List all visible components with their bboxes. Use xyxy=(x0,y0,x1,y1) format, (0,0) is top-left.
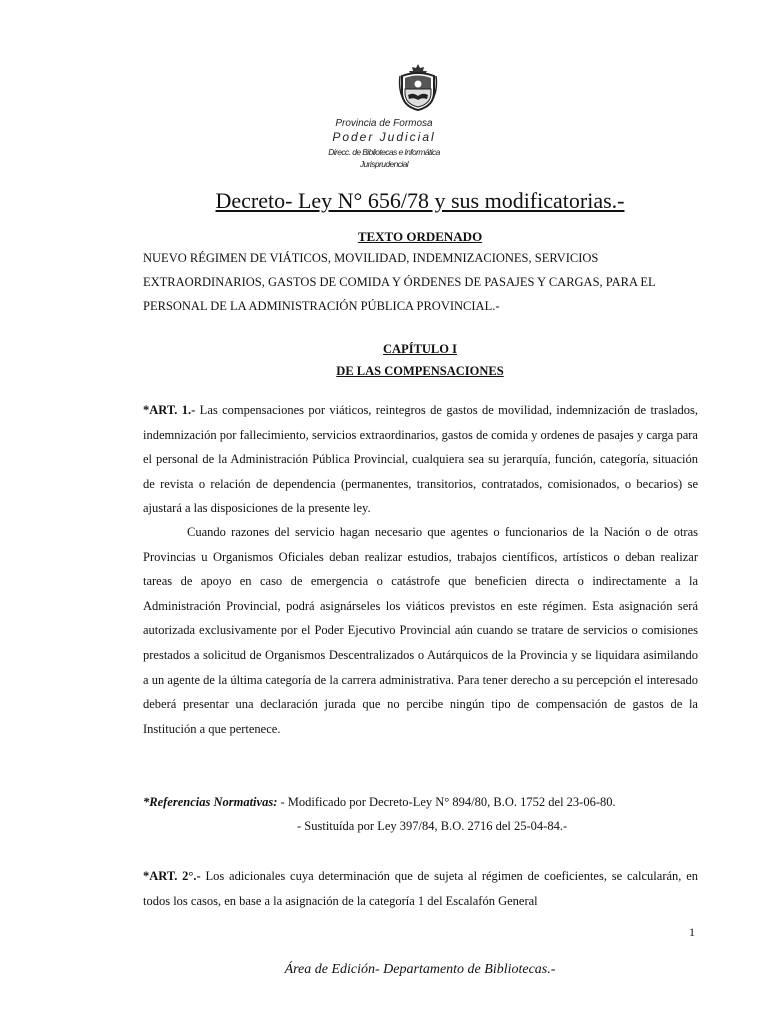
header-direction: Direcc. de Bibliotecas e Informática xyxy=(328,147,440,157)
document-subtitle: TEXTO ORDENADO xyxy=(357,229,483,244)
province-emblem-icon xyxy=(397,62,439,112)
chapter-heading: CAPÍTULO I xyxy=(383,342,457,356)
header-power: Poder Judicial xyxy=(332,130,436,144)
normative-reference-label: *Referencias Normativas: xyxy=(143,795,278,809)
header-province: Provincia de Formosa xyxy=(335,118,433,129)
header-section: Jurisprudencial xyxy=(359,159,409,169)
article-1-label: *ART. 1.- xyxy=(143,403,196,417)
article-1-paragraph-2: Cuando razones del servicio hagan necesario que agentes o funcionarios de la Nación o de otras Provincias u Organismos Oficiales deban realizar estudios, trabajos científicos, artísticos o deban realizar tareas de apoyo en caso de emergencia o catástrofe que beneficien directa o indirectamente a la Administración Provincial, podrá asignárseles los viáticos previstos en este régimen. Esta asignación será autorizada exclusivamente por el Poder Ejecutivo Provincial aún cuando se tratare de servicios o comisiones prestados a solicitud de Organismos Descentralizados o Autárquicos de la Provincia y se liquidara asimilando a un agente de la última categoría de la carrera administrativa. Para tener derecho a su percepción el interesado deberá presentar una declaración jurada que no percibe ningún tipo de compensación de gastos de la Institución a que pertenece. xyxy=(143,525,698,736)
article-2-label: *ART. 2°.- xyxy=(143,869,201,883)
normative-reference-line-1 xyxy=(143,795,616,810)
article-2-text: Los adicionales cuya determinación que de sujeta al régimen de coeficientes, se calcularán, en todos los casos, en base a la asignación de la categoría 1 del Escalafón General xyxy=(143,869,698,908)
page-footer: Área de Edición- Departamento de Bibliotecas.- xyxy=(284,962,556,977)
normative-reference-2: - Sustituída por Ley 397/84, B.O. 2716 del 25-04-84.- xyxy=(297,819,568,833)
document-title: Decreto- Ley N° 656/78 y sus modificatorias.- xyxy=(215,188,625,213)
intro-paragraph: NUEVO RÉGIMEN DE VIÁTICOS, MOVILIDAD, INDEMNIZACIONES, SERVICIOS EXTRAORDINARIOS, GASTOS DE COMIDA Y ÓRDENES DE PASAJES Y CARGAS, PARA EL PERSONAL DE LA ADMINISTRACIÓN PÚBLICA PROVINCIAL.- xyxy=(143,251,656,314)
page-number: 1 xyxy=(689,925,695,939)
article-1-paragraph xyxy=(143,398,698,521)
chapter-title: DE LAS COMPENSACIONES xyxy=(336,364,504,378)
article-2-paragraph xyxy=(143,864,698,913)
article-1-text: Las compensaciones por viáticos, reintegros de gastos de movilidad, indemnización de traslados, indemnización por fallecimiento, servicios extraordinarios, gastos de comida y ordenes de pasajes y carga para el personal de la Administración Pública Provincial, cualquiera sea su jerarquía, función, categoría, situación de revista o relación de dependencia (permanentes, transitorios, contratados, comisionados, o becarios) se ajustará a las disposiciones de la presente ley. xyxy=(143,403,698,516)
normative-reference-1: - Modificado por Decreto-Ley N° 894/80, B.O. 1752 del 23-06-80. xyxy=(277,795,616,809)
